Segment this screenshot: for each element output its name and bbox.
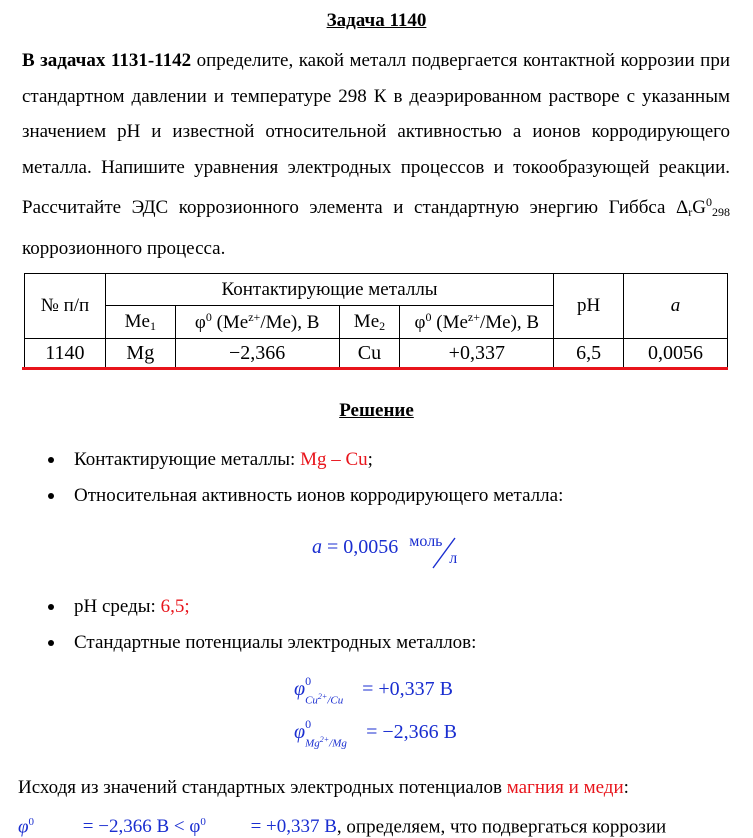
- header-me2: $Me_2$: [339, 306, 400, 339]
- gibbs-delta: Δ: [676, 197, 689, 218]
- formula-activity: a = 0,0056 моль л: [312, 536, 463, 566]
- unit-fraction: моль л: [403, 536, 463, 566]
- bullet-dot-icon: [48, 604, 54, 610]
- cell-num: 1140: [25, 339, 106, 369]
- contact-metals-value: Mg – Cu: [300, 449, 368, 470]
- header-num: № п/п: [25, 274, 106, 339]
- metals-highlight: магния и меди: [506, 777, 624, 798]
- formula-potential-cu: φ 0 $Cu^{2+}/Cu$ = +0,337 В: [294, 674, 453, 707]
- red-underline: [22, 367, 728, 370]
- page-title: Задача 1140: [326, 10, 427, 31]
- cell-phi2: +0,337: [400, 339, 554, 369]
- ph-value: 6,5;: [160, 596, 190, 617]
- bullet-dot-icon: [48, 640, 54, 646]
- header-phi2: $\varphi^0$ $(Me^{z+}/Me)$, В: [400, 306, 554, 339]
- gibbs-sub: 298: [712, 205, 730, 219]
- header-contact-metals: Контактирующие металлы: [105, 274, 553, 306]
- bullet-dot-icon: [48, 457, 54, 463]
- document-page: Задача 1140 В задачах 1131-1142 определите, какой металл подвергается контактной коррозии при стандартном давлении и температуре 298 К в деаэрированном растворе с указанным значением pH и известной относительной активностью а ионов корродирующего металла. Напишите уравнения электродных процессов и токообразующей реакции. Рассчитайте ЭДС коррозионного элемента и стандартную энергию Гиббса $\Delta_rG^0_{298}$ коррозионного процесса. № п/п Контактирующие металлы pH a $Me_1$ $\varphi^0$ $(Me^{z+}/Me)$, В $Me_2$ $\varphi^0$ $(Me^{z+}/Me)$, В 1140 Mg −2,366 Cu +0,337 6,5 0,0056 Решение Контактирующие металлы: Mg – Cu; Относительная активность ионов корродирующего металла: a = 0,0056 моль л pH среды: 6,5; Стандартные потенциалы электродных металлов: φ 0 $Cu^{2+}/Cu$ = +0,337 В φ 0 $Mg^{2+}/Mg$ = −2,366 В Исходя из значений стандартных электродных потенциалов магния и меди: $\varphi^0 = -2,366$ $В < \varphi^0 = +0,337$ В, определяем, что подвергаться коррозии: [0, 0, 753, 832]
- formula-potential-mg: φ 0 $Mg^{2+}/Mg$ = −2,366 В: [294, 717, 457, 750]
- cell-me1: Mg: [105, 339, 175, 369]
- header-activity: a: [624, 274, 728, 339]
- gibbs-r: r: [688, 205, 693, 219]
- problem-lead: В задачах 1131-1142: [22, 50, 192, 71]
- task-table: [24, 273, 728, 369]
- conclusion-line-2: $\varphi^0 = -2,366$ $В < \varphi^0 = +0,337$ В, определяем, что подвергаться коррозии: [18, 816, 667, 838]
- table-row: [25, 339, 728, 369]
- header-phi1: $\varphi^0$ $(Me^{z+}/Me)$, В: [175, 306, 339, 339]
- conclusion-paragraph: Исходя из значений стандартных электродных потенциалов магния и меди:: [18, 777, 629, 798]
- cell-ph: 6,5: [554, 339, 624, 369]
- bullet-dot-icon: [48, 493, 54, 499]
- problem-text: определите, какой металл подвергается контактной коррозии при стандартном давлении и температуре 298 К в деаэрированном растворе с указанным значением pH и известной относительной активностью а ионов корродирующего металла. Напишите уравнения электродных процессов и токообразующей реакции. Рассчитайте ЭДС коррозионного элемента и стандартную энергию Гиббса: [22, 50, 730, 218]
- problem-statement: [22, 43, 730, 266]
- gibbs-sup: 0: [706, 195, 712, 209]
- cell-activity: 0,0056: [624, 339, 728, 369]
- problem-text-end: коррозионного процесса.: [22, 237, 226, 259]
- cell-phi1: −2,366: [175, 339, 339, 369]
- cell-me2: Cu: [339, 339, 400, 369]
- solution-title: Решение: [339, 400, 414, 421]
- header-ph: pH: [554, 274, 624, 339]
- header-me1: $Me_1$: [105, 306, 175, 339]
- fraction-slash-icon: [429, 536, 465, 570]
- gibbs-g: G: [692, 197, 706, 218]
